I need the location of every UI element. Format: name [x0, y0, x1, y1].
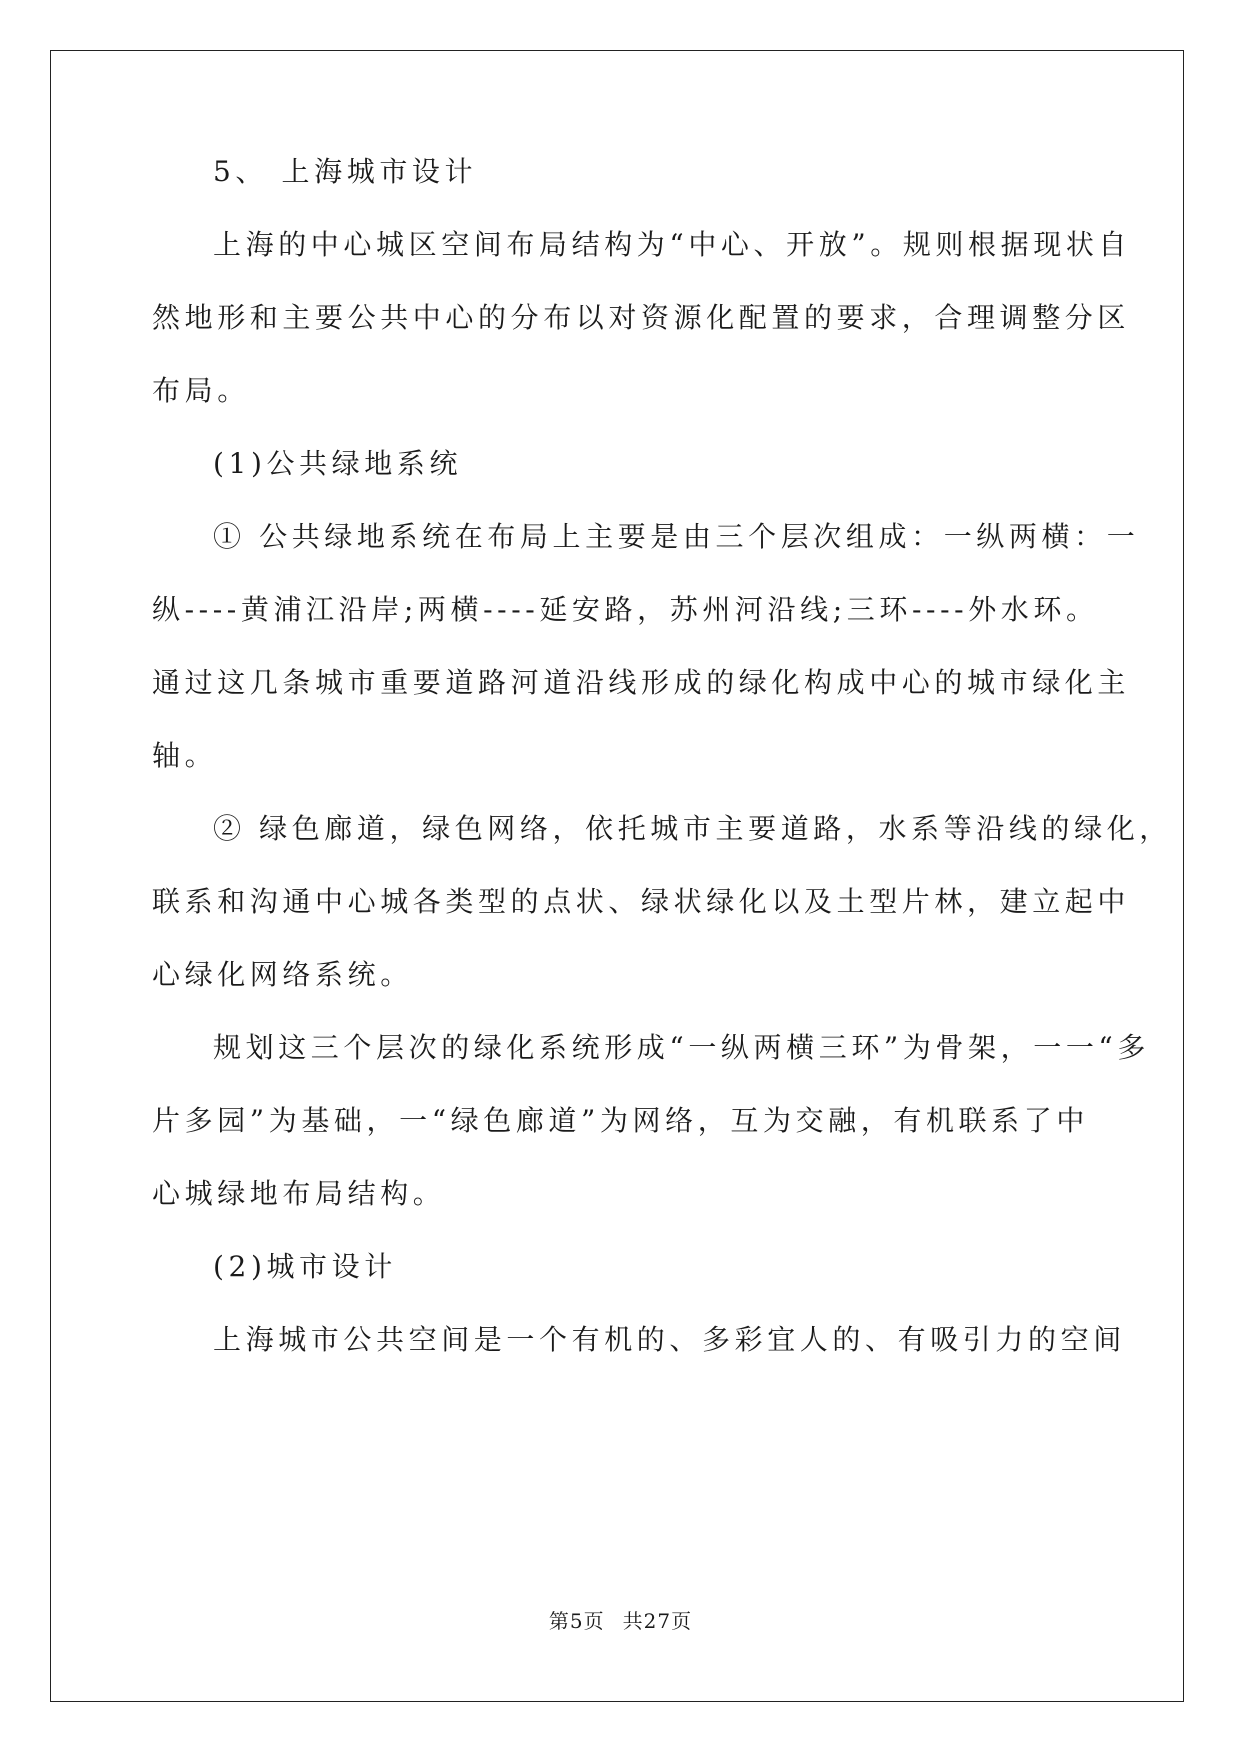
paragraph-line: 上海城市公共空间是一个有机的、多彩宜人的、有吸引力的空间: [213, 1323, 1126, 1356]
paragraph-line: 通过这几条城市重要道路河道沿线形成的绿化构成中心的城市绿化主: [152, 666, 1131, 699]
paragraph-line: ② 绿色廊道，绿色网络，依托城市主要道路，水系等沿线的绿化，: [213, 812, 1172, 845]
paragraph-line: 轴。: [152, 739, 218, 772]
paragraph-line: ① 公共绿地系统在布局上主要是由三个层次组成：一纵两横：一: [213, 520, 1140, 553]
paragraph-line: 上海的中心城区空间布局结构为“中心、开放”。规则根据现状自: [213, 228, 1132, 261]
paragraph-line: 规划这三个层次的绿化系统形成“一纵两横三环”为骨架，一一“多: [213, 1031, 1150, 1064]
page-number: 第5页: [548, 1609, 605, 1633]
subsection-heading: (1)公共绿地系统: [213, 447, 463, 480]
paragraph-line: 心城绿地布局结构。: [152, 1177, 446, 1210]
paragraph-line: 布局。: [152, 374, 250, 407]
page-total: 共27页: [622, 1609, 693, 1633]
paragraph-line: 心绿化网络系统。: [152, 958, 413, 991]
paragraph-line: 纵----黄浦江沿岸;两横----延安路，苏州河沿线;三环----外水环。: [152, 593, 1099, 626]
subsection-heading: (2)城市设计: [213, 1250, 397, 1283]
paragraph-line: 片多园”为基础，一“绿色廊道”为网络，互为交融，有机联系了中: [152, 1104, 1089, 1137]
paragraph-line: 然地形和主要公共中心的分布以对资源化配置的要求，合理调整分区: [152, 301, 1131, 334]
page-footer: [0, 1605, 1241, 1634]
paragraph-line: 联系和沟通中心城各类型的点状、绿状绿化以及土型片林，建立起中: [152, 885, 1131, 918]
section-heading: 5、 上海城市设计: [213, 155, 478, 188]
